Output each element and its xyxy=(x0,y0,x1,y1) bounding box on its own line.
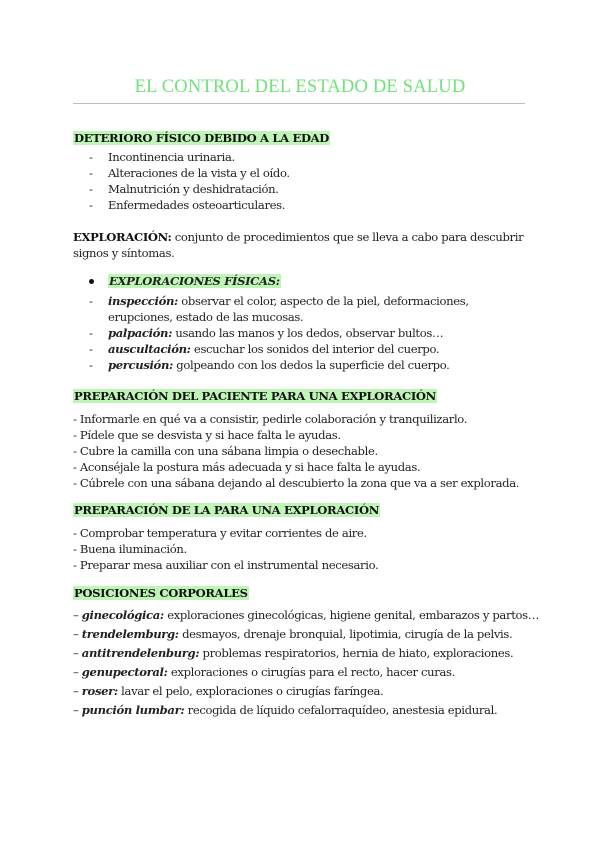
exploracion-text: conjunto de procedimientos que se lleva a cabo para descubrir signos y síntomas. xyxy=(73,230,524,260)
list-item: - Preparar mesa auxiliar con el instrumental necesario. xyxy=(73,558,379,572)
definition: exploraciones ginecológicas, higiene genital, embarazos y partos… xyxy=(163,608,539,622)
list-item: – punción lumbar: recogida de líquido cefalorraquídeo, anestesia epidural. xyxy=(73,703,498,717)
title-divider xyxy=(73,103,525,104)
list-item: - Pídele que se desvista y si hace falta le ayudas. xyxy=(73,428,341,442)
term: percusión: xyxy=(108,358,173,372)
preparacion-para-list xyxy=(73,525,543,573)
list-item: - Cubre la camilla con una sábana limpia o desechable. xyxy=(73,444,378,458)
definition: observar el color, aspecto de la piel, deformaciones, erupciones, estado de las mucosas. xyxy=(108,294,469,324)
term: genupectoral: xyxy=(81,665,168,679)
definition: exploraciones o cirugías para el recto, hacer curas. xyxy=(167,665,455,679)
definition: escuchar los sonidos del interior del cuerpo. xyxy=(190,342,440,356)
list-item: – trendelemburg: desmayos, drenaje bronquial, lipotimia, cirugía de la pelvis. xyxy=(73,627,513,641)
term: trendelemburg: xyxy=(81,627,179,641)
definition: recogida de líquido cefalorraquídeo, anestesia epidural. xyxy=(184,703,498,717)
list-item: - Informarle en qué va a consistir, pedirle colaboración y tranquilizarlo. xyxy=(73,412,468,426)
list-item: – ginecológica: exploraciones ginecológicas, higiene genital, embarazos y partos… xyxy=(73,608,539,622)
definition: problemas respiratorios, hernia de hiato, exploraciones. xyxy=(199,646,514,660)
deterioro-list xyxy=(89,149,290,213)
list-item xyxy=(89,325,529,341)
heading-preparacion-paciente: PREPARACIÓN DEL PACIENTE PARA UNA EXPLORACIÓN xyxy=(74,389,436,403)
exploraciones-fisicas-bullet xyxy=(89,273,281,289)
list-item: - Enfermedades osteoarticulares. xyxy=(89,197,290,213)
definition: golpeando con los dedos la superficie del cuerpo. xyxy=(172,358,450,372)
exploraciones-list xyxy=(89,293,529,373)
list-item: - Aconséjale la postura más adecuada y si hace falta le ayudas. xyxy=(73,460,421,474)
exploracion-label: EXPLORACIÓN: xyxy=(73,230,172,244)
exploraciones-fisicas-label: EXPLORACIONES FÍSICAS: xyxy=(109,274,280,288)
list-item xyxy=(89,341,529,357)
list-item: - Buena iluminación. xyxy=(73,542,187,556)
heading-preparacion-para: PREPARACIÓN DE LA PARA UNA EXPLORACIÓN xyxy=(74,503,379,517)
term: ginecológica: xyxy=(81,608,164,622)
exploracion-paragraph xyxy=(73,229,533,261)
term: inspección: xyxy=(108,294,178,308)
definition: desmayos, drenaje bronquial, lipotimia, cirugía de la pelvis. xyxy=(178,627,513,641)
list-item: - Comprobar temperatura y evitar corrientes de aire. xyxy=(73,526,367,540)
term: palpación: xyxy=(108,326,173,340)
bullet-dot xyxy=(89,279,94,284)
definition: lavar el pelo, exploraciones o cirugías faríngea. xyxy=(117,684,384,698)
posiciones-list xyxy=(73,606,543,720)
heading-deterioro: DETERIORO FÍSICO DEBIDO A LA EDAD xyxy=(74,131,330,145)
list-item xyxy=(89,357,529,373)
heading-posiciones: POSICIONES CORPORALES xyxy=(74,586,248,600)
definition: usando las manos y los dedos, observar bultos… xyxy=(172,326,444,340)
list-item: - Alteraciones de la vista y el oído. xyxy=(89,165,290,181)
list-item xyxy=(89,293,529,325)
list-item: – antitrendelenburg: problemas respiratorios, hernia de hiato, exploraciones. xyxy=(73,646,514,660)
list-item: - Incontinencia urinaria. xyxy=(89,149,290,165)
page-title: EL CONTROL DEL ESTADO DE SALUD xyxy=(134,77,466,97)
term: antitrendelenburg: xyxy=(81,646,200,660)
list-item: - Malnutrición y deshidratación. xyxy=(89,181,290,197)
preparacion-paciente-list xyxy=(73,411,543,491)
term: auscultación: xyxy=(108,342,191,356)
list-item: – genupectoral: exploraciones o cirugías para el recto, hacer curas. xyxy=(73,665,455,679)
list-item: - Cúbrele con una sábana dejando al descubierto la zona que va a ser explorada. xyxy=(73,476,520,490)
term: roser: xyxy=(81,684,118,698)
list-item: – roser: lavar el pelo, exploraciones o cirugías faríngea. xyxy=(73,684,384,698)
term: punción lumbar: xyxy=(81,703,185,717)
